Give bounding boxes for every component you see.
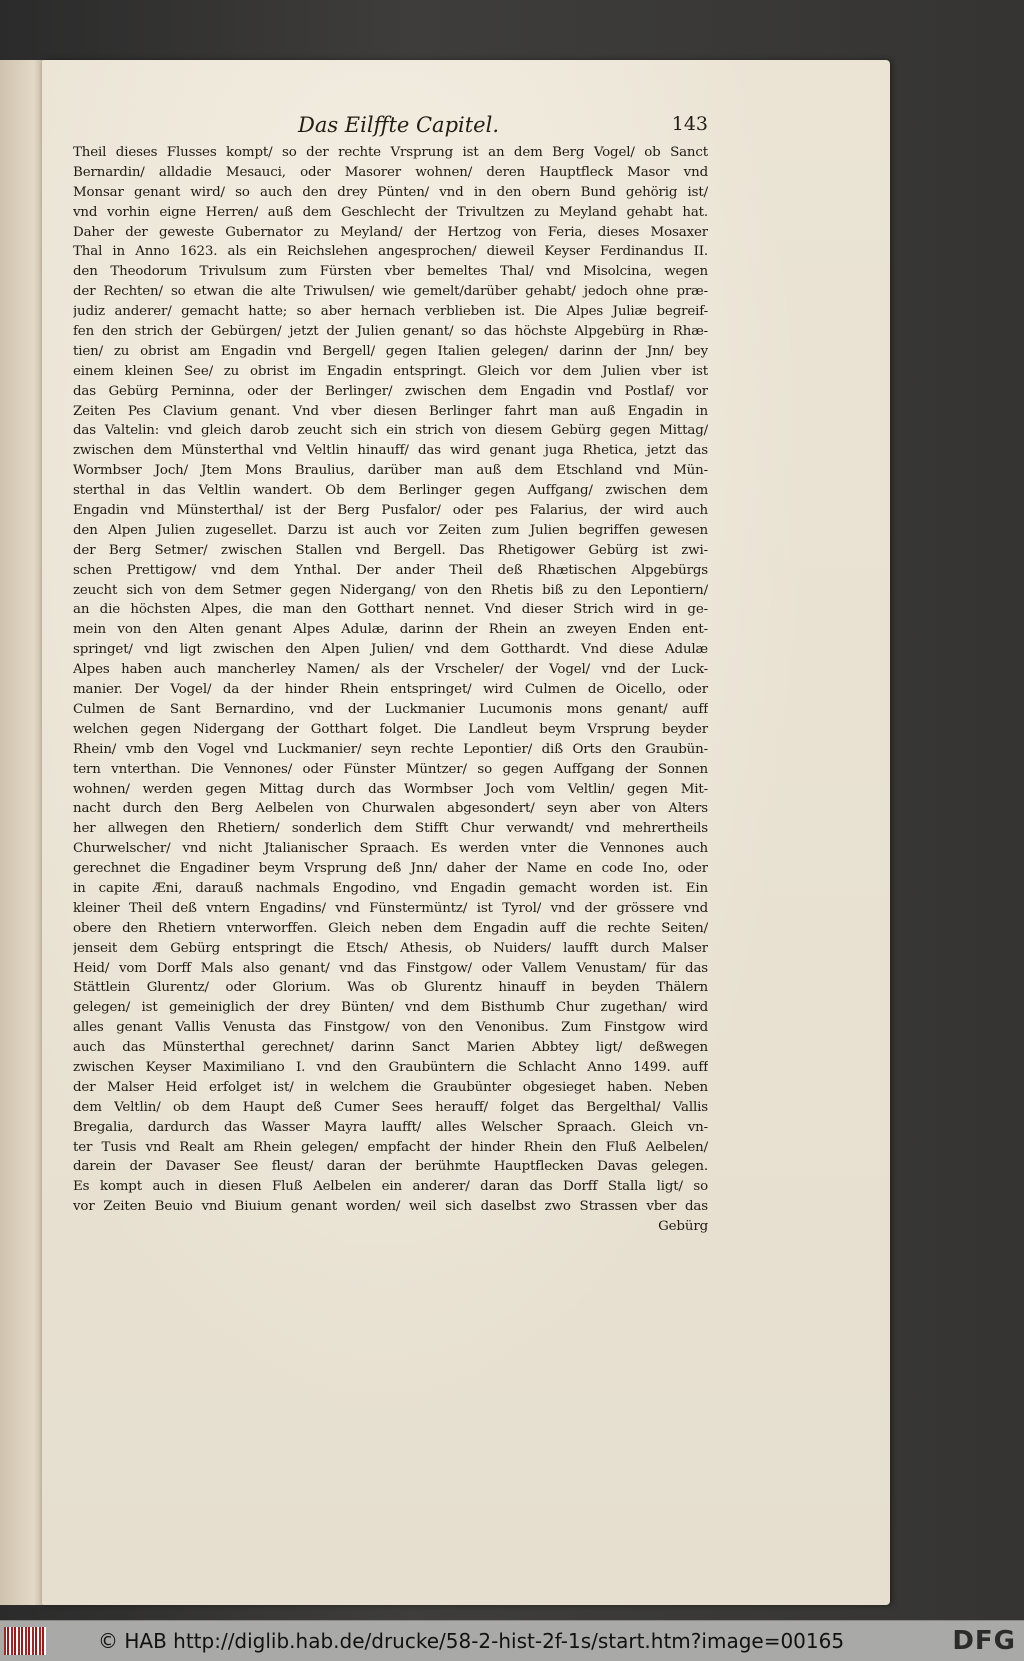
viewer-footer bbox=[0, 1620, 1024, 1661]
text-line: springet/ vnd ligt zwischen den Alpen Julien/ vnd dem Gotthardt. Vnd diese Adulæ bbox=[73, 642, 708, 658]
text-line: zwischen Keyser Maximiliano I. vnd den Graubüntern die Schlacht Anno 1499. auff bbox=[73, 1059, 708, 1075]
text-line: vor Zeiten Beuio vnd Biuium genant worden/ weil sich daselbst zwo Strassen vber das bbox=[73, 1199, 708, 1215]
text-line: Bernardin/ alldadie Mesauci, oder Masorer wohnen/ deren Hauptfleck Masor vnd bbox=[73, 164, 708, 180]
text-line: Wormbser Joch/ Jtem Mons Braulius, darüber man auß dem Etschland vnd Mün- bbox=[73, 463, 708, 479]
text-line: Es kompt auch in diesen Fluß Aelbelen ein anderer/ daran das Dorff Stalla ligt/ so bbox=[73, 1179, 708, 1195]
text-line: das Gebürg Perninna, oder der Berlinger/ zwischen dem Engadin vnd Postlaf/ vor bbox=[73, 383, 708, 399]
copyright-url[interactable]: © HAB http://diglib.hab.de/drucke/58-2-hist-2f-1s/start.htm?image=00165 bbox=[98, 1629, 845, 1653]
text-line: auch das Münsterthal gerechnet/ darinn Sanct Marien Abbtey ligt/ deßwegen bbox=[73, 1040, 708, 1056]
text-line: den Theodorum Trivulsum zum Fürsten vber bemeltes Thal/ vnd Misolcina, wegen bbox=[73, 264, 708, 280]
text-line: zwischen dem Münsterthal vnd Veltlin hinauff/ das wird genant juga Rhetica, jetzt das bbox=[73, 443, 708, 459]
text-line: in capite Æni, darauß nachmals Engodino, vnd Engadin gemacht worden ist. Ein bbox=[73, 880, 708, 896]
text-line: Culmen de Sant Bernardino, vnd der Luckmanier Lucumonis mons genant/ auff bbox=[73, 701, 708, 717]
text-line: Rhein/ vmb den Vogel vnd Luckmanier/ seyn rechte Lepontier/ diß Orts den Graubün- bbox=[73, 741, 708, 757]
text-line: ter Tusis vnd Realt am Rhein gelegen/ empfacht der hinder Rhein den Fluß Aelbelen/ bbox=[73, 1139, 708, 1155]
text-line: judiz anderer/ gemacht hatte; so aber hernach verblieben ist. Die Alpes Juliæ begreif- bbox=[73, 304, 708, 320]
chapter-title: Das Eilffte Capitel. bbox=[298, 113, 499, 137]
text-line: Heid/ vom Dorff Mals also genant/ vnd das Finstgow/ oder Vallem Venustam/ für das bbox=[73, 960, 708, 976]
text-line: Stättlein Glurentz/ oder Glorium. Was ob Glurentz hinauff in beyden Thälern bbox=[73, 980, 708, 996]
page-body-text bbox=[73, 143, 708, 1323]
text-line: mein von den Alten genant Alpes Adulæ, darinn der Rhein an zweyen Enden ent- bbox=[73, 622, 708, 638]
text-line: Monsar genant wird/ so auch den drey Pünten/ vnd in den obern Bund gehörig ist/ bbox=[73, 184, 708, 200]
page-number: 143 bbox=[671, 113, 708, 135]
text-line: Engadin vnd Münsterthal/ ist der Berg Pusfalor/ oder pes Falarius, der wird auch bbox=[73, 503, 708, 519]
text-line: Alpes haben auch mancherley Namen/ als der Vrscheler/ der Vogel/ vnd der Luck- bbox=[73, 662, 708, 678]
text-line: schen Prettigow/ vnd dem Ynthal. Der ander Theil deß Rhætischen Alpgebürgs bbox=[73, 562, 708, 578]
text-line: den Alpen Julien zugesellet. Darzu ist auch vor Zeiten zum Julien begriffen gewesen bbox=[73, 522, 708, 538]
previous-page-edge bbox=[0, 60, 48, 1605]
barcode-icon bbox=[4, 1627, 46, 1655]
text-line: Thal in Anno 1623. als ein Reichslehen angesprochen/ dieweil Keyser Ferdinandus II. bbox=[73, 244, 708, 260]
text-line: darein der Davaser See fleust/ daran der berühmte Hauptflecken Davas gelegen. bbox=[73, 1159, 708, 1175]
text-line: an die höchsten Alpes, die man den Gotthart nennet. Vnd dieser Strich wird in ge- bbox=[73, 602, 708, 618]
text-line: her allwegen den Rhetiern/ sonderlich dem Stifft Chur verwandt/ vnd mehrertheils bbox=[73, 821, 708, 837]
text-line: Daher der geweste Gubernator zu Meyland/ der Hertzog von Feria, dieses Mosaxer bbox=[73, 224, 708, 240]
text-line: welchen gegen Nidergang der Gotthart folget. Die Landleut beym Vrsprung beyder bbox=[73, 721, 708, 737]
text-line: einem kleinen See/ zu obrist im Engadin entspringt. Gleich vor dem Julien vber ist bbox=[73, 363, 708, 379]
text-line: Churwelscher/ vnd nicht Jtalianischer Spraach. Es werden vnter die Vennones auch bbox=[73, 841, 708, 857]
running-header bbox=[288, 113, 708, 143]
text-line: sterthal in das Veltlin wandert. Ob dem Berlinger gegen Auffgang/ zwischen dem bbox=[73, 483, 708, 499]
text-line: der Rechten/ so etwan die alte Triwulsen/ wie gemelt/darüber gehabt/ jedoch ohne præ- bbox=[73, 284, 708, 300]
text-line: gerechnet die Engadiner beym Vrsprung deß Jnn/ daher der Name en code Ino, oder bbox=[73, 861, 708, 877]
text-line: Zeiten Pes Clavium genant. Vnd vber diesen Berlinger fahrt man auß Engadin in bbox=[73, 403, 708, 419]
text-line: obere den Rhetiern vnterworffen. Gleich neben dem Engadin auff die rechte Seiten/ bbox=[73, 920, 708, 936]
text-line: tien/ zu obrist am Engadin vnd Bergell/ gegen Italien gelegen/ darinn der Jnn/ bey bbox=[73, 343, 708, 359]
text-line: vnd vorhin eigne Herren/ auß dem Geschlecht der Trivultzen zu Meyland gehabt hat. bbox=[73, 204, 708, 220]
text-line: Theil dieses Flusses kompt/ so der rechte Vrsprung ist an dem Berg Vogel/ ob Sanct bbox=[73, 145, 708, 160]
text-line: Gebürg bbox=[658, 1219, 708, 1235]
text-line: kleiner Theil deß vntern Engadins/ vnd Fünstermüntz/ ist Tyrol/ vnd der grössere vnd bbox=[73, 900, 708, 916]
text-line: nacht durch den Berg Aelbelen von Churwalen abgesondert/ seyn aber von Alters bbox=[73, 801, 708, 817]
text-line: tern vnterthan. Die Vennones/ oder Fünster Müntzer/ so gegen Auffgang der Sonnen bbox=[73, 761, 708, 777]
text-line: der Malser Heid erfolget ist/ in welchem die Graubünter obgesieget haben. Neben bbox=[73, 1079, 708, 1095]
dfg-logo: DFG bbox=[952, 1626, 1016, 1656]
text-line: wohnen/ werden gegen Mittag durch das Wormbser Joch vom Veltlin/ gegen Mit- bbox=[73, 781, 708, 797]
text-line: manier. Der Vogel/ da der hinder Rhein entspringet/ wird Culmen de Oicello, oder bbox=[73, 682, 708, 698]
text-line: das Valtelin: vnd gleich darob zeucht sich ein strich von diesem Gebürg gegen Mittag/ bbox=[73, 423, 708, 439]
text-line: zeucht sich von dem Setmer gegen Nidergang/ von den Rhetis biß zu den Lepontiern/ bbox=[73, 582, 708, 598]
text-line: Bregalia, dardurch das Wasser Mayra laufft/ alles Welscher Spraach. Gleich vn- bbox=[73, 1119, 708, 1135]
text-line: der Berg Setmer/ zwischen Stallen vnd Bergell. Das Rhetigower Gebürg ist zwi- bbox=[73, 542, 708, 558]
text-line: jenseit dem Gebürg entspringt die Etsch/ Athesis, ob Nuiders/ laufft durch Malser bbox=[73, 940, 708, 956]
text-line: fen den strich der Gebürgen/ jetzt der Julien genant/ so das höchste Alpgebürg in Rhæ- bbox=[73, 324, 708, 340]
text-line: dem Veltlin/ ob dem Haupt deß Cumer Sees herauff/ folget das Bergelthal/ Vallis bbox=[73, 1099, 708, 1115]
text-line: alles genant Vallis Venusta das Finstgow/ von den Venonibus. Zum Finstgow wird bbox=[73, 1020, 708, 1036]
text-line: gelegen/ ist gemeiniglich der drey Bünten/ vnd dem Bisthumb Chur zugethan/ wird bbox=[73, 1000, 708, 1016]
